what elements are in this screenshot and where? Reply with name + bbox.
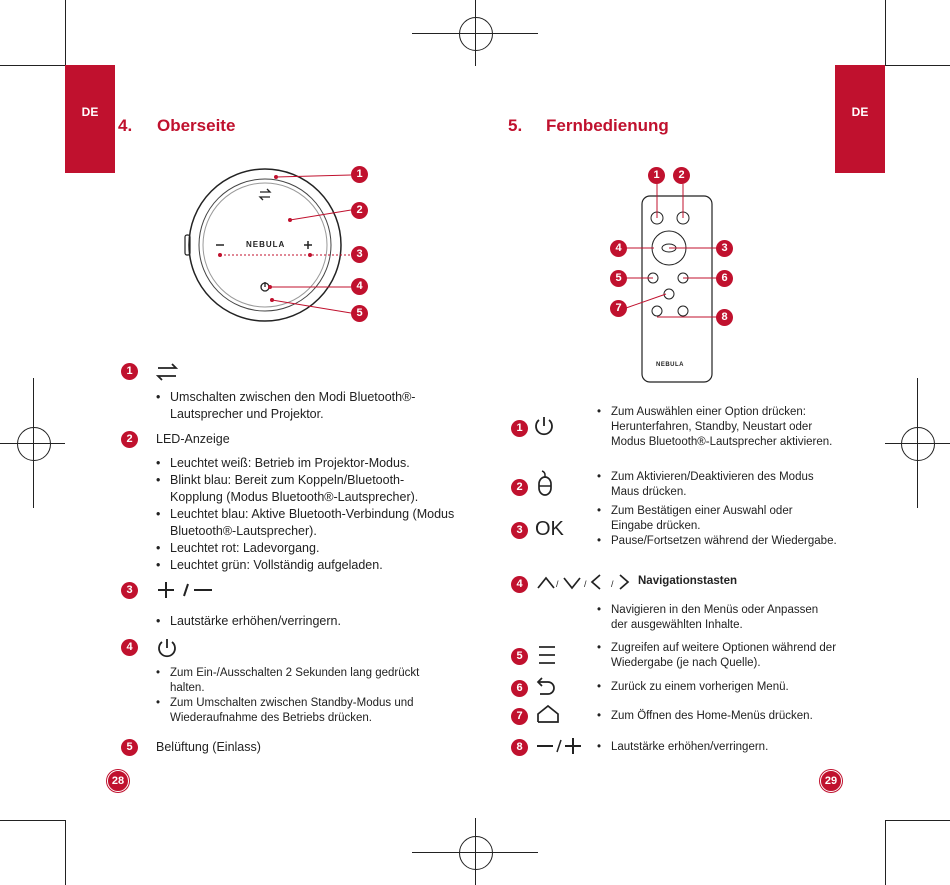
bullet: • Zum Öffnen des Home-Menüs drücken.	[597, 709, 837, 724]
item-5-label: Belüftung (Einlass)	[156, 740, 261, 754]
remote-item-num-1: 1	[511, 420, 528, 437]
remote-item-num-4: 4	[511, 576, 528, 593]
remote-item-5-text	[597, 641, 837, 671]
device-brand-label: NEBULA	[246, 240, 286, 249]
bullet: • Lautstärke erhöhen/verringern.	[597, 740, 837, 755]
nav-label: Navigationstasten	[638, 575, 738, 587]
bullet: • Leuchtet rot: Ladevorgang.	[156, 540, 456, 557]
item-2-text	[156, 455, 456, 574]
lang-tab-label: DE	[81, 105, 99, 119]
remote-item-num-6: 6	[511, 680, 528, 697]
section-title-left: Oberseite	[157, 116, 236, 135]
callout-3: 3	[351, 246, 368, 263]
item-num-3: 3	[121, 582, 138, 599]
remote-callout-8: 8	[716, 309, 733, 326]
lang-tab-left	[65, 65, 115, 173]
nav-separator: /	[556, 579, 559, 589]
remote-item-3-text	[597, 504, 837, 549]
section-number-right: 5.	[508, 116, 523, 135]
remote-item-num-8: 8	[511, 739, 528, 756]
menu-icon	[537, 644, 557, 666]
remote-item-num-5: 5	[511, 648, 528, 665]
callout-4: 4	[351, 278, 368, 295]
remote-callout-6: 6	[716, 270, 733, 287]
section-number-left: 4.	[118, 116, 133, 135]
remote-item-num-2: 2	[511, 479, 528, 496]
bullet: • Zum Aktivieren/Deaktivieren des Modus Maus drücken.	[597, 470, 837, 500]
bullet: • Zum Umschalten zwischen Standby-Modus und Wiederaufnahme des Betriebs drücken.	[156, 696, 456, 726]
nav-separator: /	[611, 579, 614, 589]
page-number-left: 28	[107, 770, 129, 792]
tab-notch	[65, 125, 115, 175]
bullet: • Zugreifen auf weitere Optionen während der Wiedergabe (je nach Quelle).	[597, 641, 837, 671]
item-2-label: LED-Anzeige	[156, 432, 230, 446]
callout-1: 1	[351, 166, 368, 183]
bullet: • Zum Bestätigen einer Auswahl oder Eingabe drücken.	[597, 504, 837, 534]
remote-item-8-text	[597, 740, 837, 755]
remote-callout-4: 4	[610, 240, 627, 257]
bullet: • Leuchtet weiß: Betrieb im Projektor-Modus.	[156, 455, 456, 472]
bullet: • Navigieren in den Menüs oder Anpassen der ausgewählten Inhalte.	[597, 603, 837, 633]
item-3-text	[156, 613, 456, 630]
remote-callout-2: 2	[673, 167, 690, 184]
remote-item-2-text	[597, 470, 837, 500]
remote-item-6-text	[597, 680, 837, 695]
back-icon	[536, 676, 558, 698]
page-number-right: 29	[820, 770, 842, 792]
remote-brand-label: NEBULA	[656, 362, 684, 368]
nav-separator: /	[584, 579, 587, 589]
item-num-2: 2	[121, 431, 138, 448]
item-num-1: 1	[121, 363, 138, 380]
bullet: • Zum Auswählen einer Option drücken: Herunterfahren, Standby, Neustart oder Modus Bluetooth®-Lautsprecher aktivieren.	[597, 405, 837, 450]
tab-notch	[835, 125, 885, 175]
power-icon	[533, 415, 555, 437]
bullet: • Zurück zu einem vorherigen Menü.	[597, 680, 837, 695]
bullet: • Lautstärke erhöhen/verringern.	[156, 613, 456, 630]
bullet: • Blinkt blau: Bereit zum Koppeln/Bluetooth-Kopplung (Modus Bluetooth®-Lautsprecher).	[156, 472, 456, 506]
section-title-right: Fernbedienung	[546, 116, 669, 135]
mouse-icon	[536, 470, 554, 498]
bullet: • Leuchtet grün: Vollständig aufgeladen.	[156, 557, 456, 574]
home-icon	[536, 704, 560, 726]
ok-glyph: OK	[535, 518, 564, 540]
callout-2: 2	[351, 202, 368, 219]
remote-callout-7: 7	[610, 300, 627, 317]
remote-item-7-text	[597, 709, 837, 724]
lang-tab-label: DE	[851, 105, 869, 119]
item-num-4: 4	[121, 639, 138, 656]
lang-tab-right	[835, 65, 885, 173]
remote-item-num-3: 3	[511, 522, 528, 539]
minus-plus-icon	[535, 736, 583, 756]
callout-5: 5	[351, 305, 368, 322]
plus-minus-icon	[156, 580, 214, 600]
bullet: • Leuchtet blau: Aktive Bluetooth-Verbindung (Modus Bluetooth®-Lautsprecher).	[156, 506, 456, 540]
remote-callout-5: 5	[610, 270, 627, 287]
remote-item-4-text	[597, 603, 837, 633]
bullet: • Zum Ein-/Ausschalten 2 Sekunden lang gedrückt halten.	[156, 666, 456, 696]
item-num-5: 5	[121, 739, 138, 756]
power-icon	[156, 637, 178, 659]
bullet: • Pause/Fortsetzen während der Wiedergabe.	[597, 534, 837, 549]
remote-item-num-7: 7	[511, 708, 528, 725]
remote-item-1-text	[597, 405, 837, 450]
bullet: • Umschalten zwischen den Modi Bluetooth®-Lautsprecher und Projektor.	[156, 389, 456, 423]
remote-callout-1: 1	[648, 167, 665, 184]
item-1-text	[156, 389, 456, 423]
remote-callout-3: 3	[716, 240, 733, 257]
mode-switch-icon	[156, 362, 178, 382]
item-4-text	[156, 666, 456, 726]
